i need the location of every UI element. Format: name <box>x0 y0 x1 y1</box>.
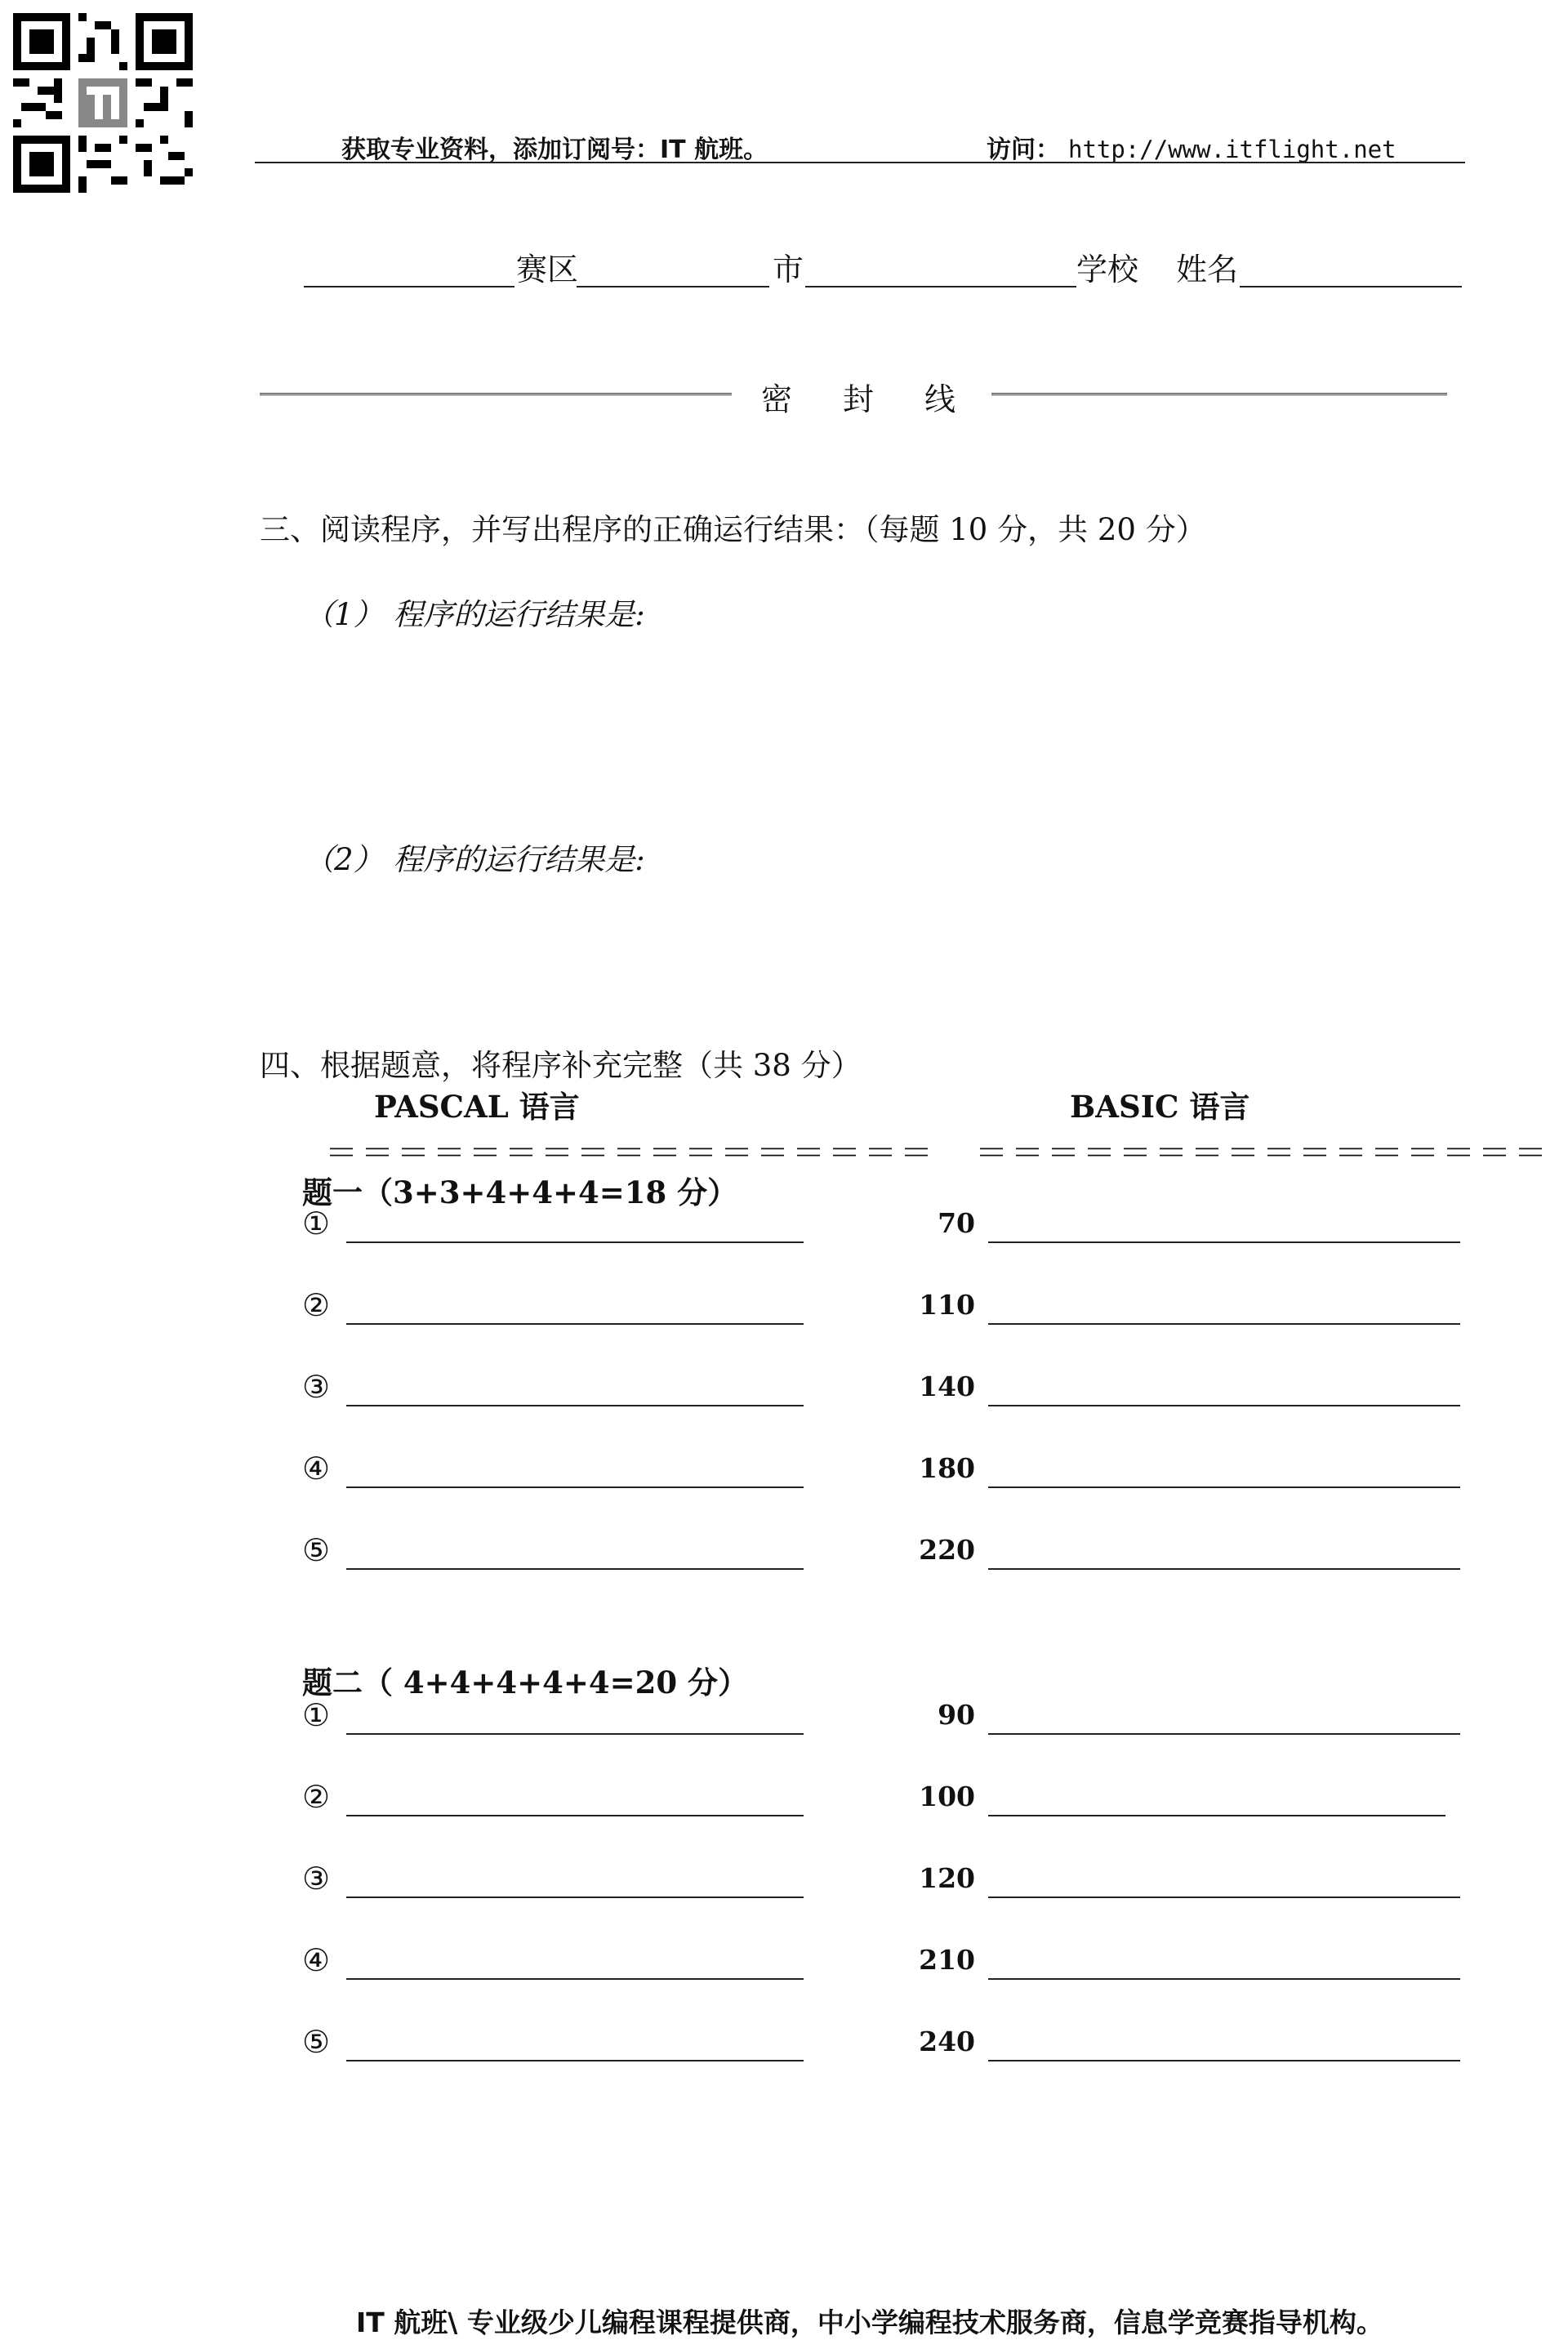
pascal-q2-blank-5[interactable] <box>346 2060 804 2061</box>
name-label: 姓名 <box>1176 252 1239 287</box>
basic-heading: BASIC 语言 <box>1070 1089 1250 1125</box>
marker-3: ③ <box>302 1861 331 1897</box>
basic-q1-line-number: 180 <box>919 1452 975 1484</box>
marker-1: ① <box>302 1697 331 1733</box>
district-blank[interactable] <box>304 286 514 287</box>
marker-3: ③ <box>302 1369 331 1405</box>
basic-q1-blank-4[interactable] <box>988 1486 1460 1488</box>
question2-title: 题二（ 4+4+4+4+4=20 分） <box>302 1665 748 1700</box>
question1-title: 题一（3+3+4+4+4=18 分） <box>302 1174 738 1210</box>
pascal-divider: ＝＝＝＝＝＝＝＝＝＝＝＝＝＝＝＝＝ <box>325 1134 936 1172</box>
basic-q2-blank-4[interactable] <box>988 1978 1460 1980</box>
header-visit <box>987 129 1396 165</box>
basic-q2-line-number: 100 <box>919 1781 975 1812</box>
marker-2: ② <box>302 1779 331 1815</box>
section3-title: 三、阅读程序，并写出程序的正确运行结果：（每题 10 分，共 20 分） <box>260 512 1206 547</box>
marker-2: ② <box>302 1287 331 1323</box>
pascal-heading: PASCAL 语言 <box>374 1089 580 1125</box>
marker-4: ④ <box>302 1942 331 1978</box>
city-blank[interactable] <box>577 286 769 287</box>
basic-divider: ＝＝＝＝＝＝＝＝＝＝＝＝＝＝＝＝ <box>975 1134 1550 1172</box>
header-divider <box>255 162 1465 163</box>
basic-q1-line-number: 140 <box>919 1371 975 1402</box>
visit-label: 访问： <box>987 136 1060 164</box>
seal-dash-right <box>991 393 1447 398</box>
qr-code-icon <box>13 13 193 193</box>
marker-5: ⑤ <box>302 1532 331 1568</box>
section3-q2-prompt: （2） 程序的运行结果是: <box>304 842 645 877</box>
basic-q2-blank-1[interactable] <box>988 1733 1460 1735</box>
basic-q1-blank-2[interactable] <box>988 1323 1460 1325</box>
basic-q2-blank-5[interactable] <box>988 2060 1460 2061</box>
basic-q2-line-number: 210 <box>919 1944 975 1976</box>
marker-1: ① <box>302 1206 331 1241</box>
district-label: 赛区 <box>516 252 579 287</box>
section4-title: 四、根据题意，将程序补充完整（共 38 分） <box>260 1048 862 1083</box>
basic-q1-blank-5[interactable] <box>988 1568 1460 1570</box>
section3-q1-prompt: （1） 程序的运行结果是: <box>304 597 645 632</box>
marker-4: ④ <box>302 1451 331 1486</box>
school-label: 学校 <box>1076 252 1139 287</box>
pascal-q1-blank-3[interactable] <box>346 1405 804 1406</box>
basic-q2-blank-3[interactable] <box>988 1897 1460 1898</box>
basic-q2-line-number: 120 <box>919 1862 975 1894</box>
basic-q2-line-number: 240 <box>919 2026 975 2057</box>
qr-code-image <box>13 13 193 193</box>
name-blank[interactable] <box>1240 286 1462 287</box>
pascal-q1-blank-1[interactable] <box>346 1241 804 1243</box>
marker-5: ⑤ <box>302 2024 331 2060</box>
pascal-q2-blank-3[interactable] <box>346 1897 804 1898</box>
basic-q1-blank-1[interactable] <box>988 1241 1460 1243</box>
basic-q1-line-number: 220 <box>919 1534 975 1566</box>
basic-q1-line-number: 70 <box>938 1207 975 1239</box>
seal-dash-left <box>260 393 732 398</box>
pascal-q2-blank-2[interactable] <box>346 1815 804 1816</box>
pascal-q1-blank-5[interactable] <box>346 1568 804 1570</box>
basic-q1-line-number: 110 <box>919 1289 975 1321</box>
basic-q2-line-number: 90 <box>938 1699 975 1731</box>
pascal-q1-blank-2[interactable] <box>346 1323 804 1325</box>
footer-tagline: IT 航班\ 专业级少儿编程课程提供商，中小学编程技术服务商，信息学竞赛指导机构。 <box>356 2307 1383 2338</box>
city-label: 市 <box>773 252 804 287</box>
pascal-q2-blank-4[interactable] <box>346 1978 804 1980</box>
pascal-q1-blank-4[interactable] <box>346 1486 804 1488</box>
pascal-q2-blank-1[interactable] <box>346 1733 804 1735</box>
basic-q2-blank-2[interactable] <box>988 1815 1446 1816</box>
seal-text: 密封线 <box>761 381 1007 417</box>
site-url-link[interactable]: http://www.itflight.net <box>1068 136 1396 163</box>
basic-q1-blank-3[interactable] <box>988 1405 1460 1406</box>
school-blank[interactable] <box>805 286 1076 287</box>
header-subscribe-text: 获取专业资料，添加订阅号：IT 航班。 <box>341 136 768 164</box>
